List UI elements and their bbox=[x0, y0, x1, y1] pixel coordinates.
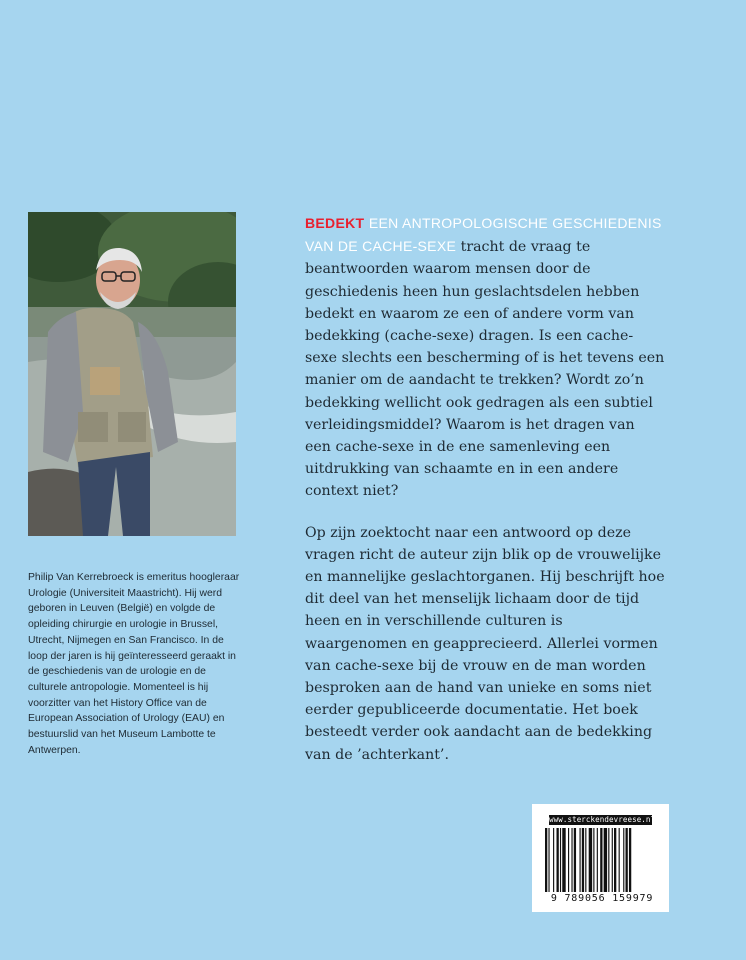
author-photo bbox=[28, 212, 236, 536]
barcode-bar bbox=[612, 828, 613, 892]
barcode-bar bbox=[585, 828, 586, 892]
blurb bbox=[305, 212, 665, 766]
paragraph-2: Op zijn zoektocht naar een antwoord op deze vragen richt de auteur zijn blik op de vrouwelijke en mannelijke geslachtorganen. Hij beschrijft hoe dit deel van het menselijk lichaam door de tijd heen en in verschillende culturen is waargenomen en geapprecieerd. Allerlei vormen van cache-sexe bij de vrouw en de man worden besproken aan de hand van unieke en soms niet eerder gepubliceerde documentatie. Het boek besteedt verder ook aandacht aan de bedekking van de ’achterkant’. bbox=[305, 524, 665, 763]
barcode-bar bbox=[626, 828, 628, 892]
barcode-bar bbox=[568, 828, 569, 892]
barcode-bar bbox=[571, 828, 572, 892]
isbn-digits: 9 789056 159979 bbox=[550, 893, 654, 904]
barcode bbox=[532, 804, 669, 912]
paragraph-1-text: tracht de vraag te beantwoorden waarom mensen door de geschiedenis heen hun geslachtsdelen hebben bedekt en waarom ze een of andere vorm van bedekking (cache-sexe) dragen. Is een cache-sexe slechts een bescherming of is het tevens een manier om de aandacht te trekken? Wordt zo’n bedekking wellicht ook gedragen als een subtiel verleidingsmiddel? Waarom is het dragen van een cache-sexe in de ene samenleving een uitdrukking van schaamte en in een andere context niet? bbox=[305, 239, 665, 500]
publisher-url: www.sterckendevreese.nl bbox=[549, 815, 656, 824]
barcode-bar bbox=[629, 828, 631, 892]
barcode-bar bbox=[608, 828, 609, 892]
title-white: EEN ANTROPOLOGISCHE GESCHIEDENIS VAN DE CACHE-SEXE bbox=[305, 215, 662, 255]
barcode-bar bbox=[545, 828, 547, 892]
title-red: BEDEKT bbox=[305, 215, 365, 231]
barcode-bar bbox=[562, 828, 565, 892]
barcode-bar bbox=[614, 828, 616, 892]
barcode-bar bbox=[593, 828, 594, 892]
paragraph-1 bbox=[305, 212, 665, 503]
barcode-bar bbox=[553, 828, 554, 892]
barcode-bar bbox=[619, 828, 620, 892]
barcode-bar bbox=[600, 828, 602, 892]
barcode-bar bbox=[597, 828, 598, 892]
barcode-bar bbox=[557, 828, 559, 892]
author-bio: Philip Van Kerrebroeck is emeritus hoogleraar Urologie (Universiteit Maastricht). Hij werd geboren in Leuven (België) en volgde de opleiding chirurgie en urologie in Brussel, Utrecht, Nijmegen en San Francisco. In de loop der jaren is hij geïnteresseerd geraakt in de geschiedenis van de urologie en de culturele antropologie. Momenteel is hij voorzitter van het History Office van de European Association of Urology (EAU) en bestuurslid van het Museum Lambotte te Antwerpen. bbox=[28, 572, 240, 756]
barcode-bar bbox=[560, 828, 561, 892]
barcode-bar bbox=[604, 828, 607, 892]
barcode-bar bbox=[623, 828, 624, 892]
barcode-bar bbox=[580, 828, 581, 892]
barcode-bar bbox=[548, 828, 549, 892]
barcode-bars bbox=[545, 828, 657, 892]
barcode-bar bbox=[582, 828, 584, 892]
barcode-bar bbox=[574, 828, 576, 892]
barcode-bar bbox=[589, 828, 592, 892]
